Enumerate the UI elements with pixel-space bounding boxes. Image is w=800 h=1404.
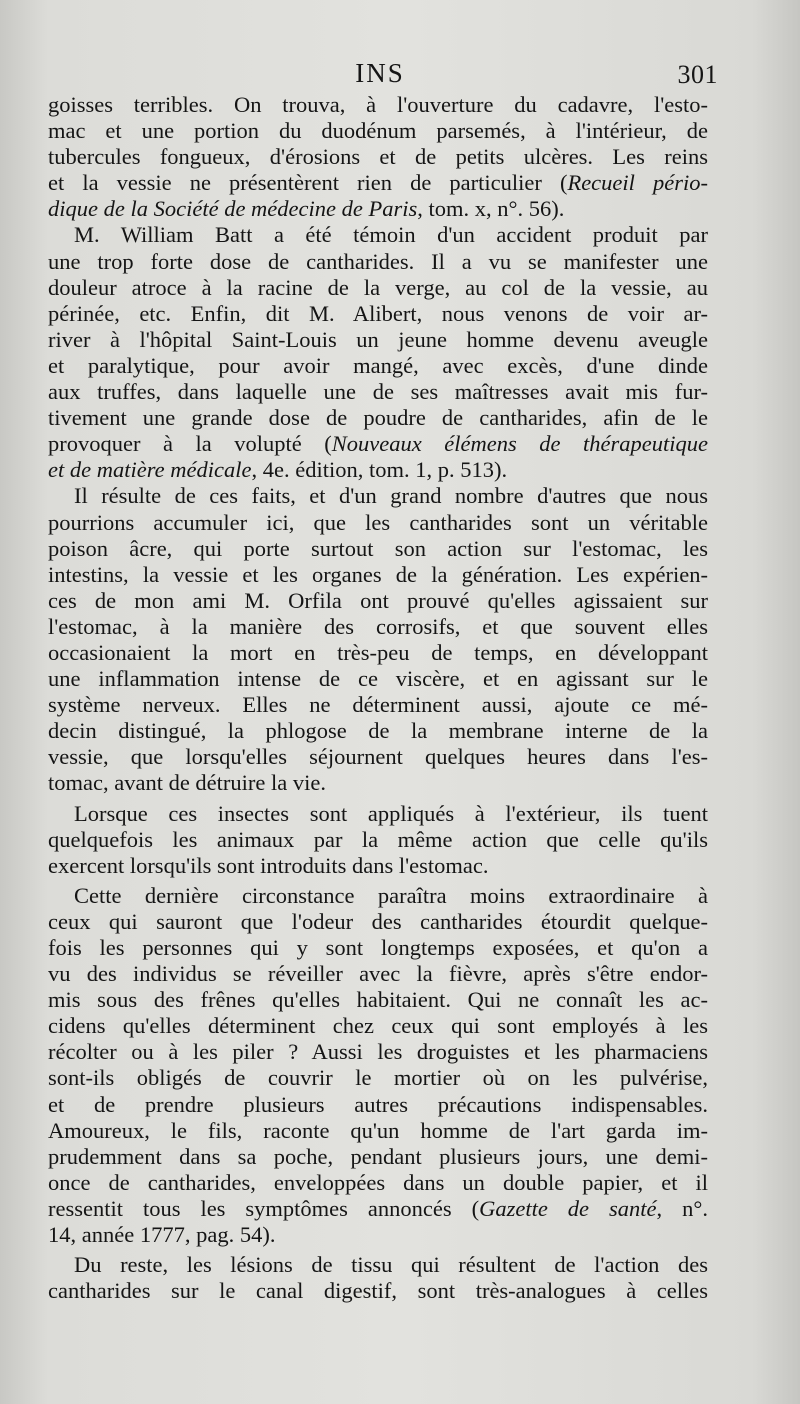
text-line: goisses terribles. On trouva, à l'ouverture du cadavre, l'esto-	[48, 92, 708, 117]
page-number: 301	[677, 60, 718, 89]
text-line: quelquefois les animaux par la même action que celle qu'ils	[48, 826, 708, 852]
citation-text: Gazette de santé	[479, 1195, 657, 1221]
text-line: occasionaient la mort en très-peu de temps, en développant	[48, 639, 708, 665]
text-line: decin distingué, la phlogose de la membrane interne de la	[48, 718, 708, 744]
text-line: mis sous des frênes qu'elles habitaient. Qui ne connaît les ac-	[48, 987, 708, 1013]
text-line: pourrions accumuler ici, que les cantharides sont un véritable	[48, 509, 708, 535]
text-line: M. William Batt a été témoin d'un accident produit par	[74, 222, 708, 248]
text-line: prudemment dans sa poche, pendant plusieurs jours, une demi-	[48, 1143, 708, 1169]
text-line: exercent lorsqu'ils sont introduits dans l'estomac.	[48, 852, 489, 878]
text-line: river à l'hôpital Saint-Louis un jeune homme devenu aveugle	[48, 326, 708, 352]
citation-text: dique de la Société de médecine de Paris	[48, 196, 418, 222]
text-line: mac et une portion du duodénum parsemés, à l'intérieur, de	[48, 118, 708, 144]
text-line: poison âcre, qui porte surtout son action sur l'estomac, les	[48, 535, 708, 561]
text-line: l'estomac, à la manière des corrosifs, et que souvent elles	[48, 613, 708, 639]
text-line: once de cantharides, enveloppées dans un double papier, et il	[48, 1169, 708, 1195]
citation-text: et de matière médicale	[48, 457, 252, 483]
text-line: et paralytique, pour avoir mangé, avec excès, d'une dinde	[48, 352, 708, 378]
text-line: ressentit tous les symptômes annoncés (Gazette de santé, n°.	[48, 1195, 708, 1221]
text-line: douleur atroce à la racine de la verge, au col de la vessie, au	[48, 274, 708, 300]
text-line: une inflammation intense de ce viscère, et en agissant sur le	[48, 666, 708, 692]
text-line: cidens qu'elles déterminent chez ceux qui sont employés à les	[48, 1013, 708, 1039]
text-line: provoquer à la volupté (Nouveaux élémens de thérapeutique	[48, 431, 708, 457]
text-line: système nerveux. Elles ne déterminent aussi, ajoute ce mé-	[48, 692, 708, 718]
text-line: cantharides sur le canal digestif, sont très-analogues à celles	[48, 1278, 708, 1304]
text-line: fois les personnes qui y sont longtemps exposées, et qu'on a	[48, 935, 708, 960]
body-text	[48, 92, 708, 1304]
text-line: ces de mon ami M. Orfila ont prouvé qu'elles agissaient sur	[48, 587, 708, 613]
text-line: aux truffes, dans laquelle une de ses maîtresses avait mis fur-	[48, 379, 708, 405]
text-line: Du reste, les lésions de tissu qui résultent de l'action des	[74, 1252, 708, 1278]
text-line: tomac, avant de détruire la vie.	[48, 770, 326, 796]
text-line: Cette dernière circonstance paraîtra moins extraordinaire à	[74, 882, 708, 908]
text-line: tivement une grande dose de poudre de cantharides, afin de le	[48, 405, 708, 431]
page-header	[0, 58, 800, 92]
text-line: vu des individus se réveiller avec la fièvre, après s'être endor-	[48, 961, 708, 987]
citation-text: Nouveaux élémens de thérapeutique	[331, 431, 708, 457]
text-line: et de matière médicale, 4e. édition, tom. 1, p. 513).	[48, 457, 508, 483]
text-line: une trop forte dose de cantharides. Il a vu se manifester une	[48, 248, 708, 274]
text-line: ceux qui sauront que l'odeur des cantharides étourdit quelque-	[48, 908, 708, 934]
citation-text: Recueil pério-	[567, 170, 708, 196]
text-line: sont-ils obligés de couvrir le mortier où on les pulvérise,	[48, 1065, 708, 1091]
text-line: dique de la Société de médecine de Paris, tom. x, n°. 56).	[48, 196, 565, 222]
text-line: Lorsque ces insectes sont appliqués à l'extérieur, ils tuent	[74, 800, 708, 826]
text-line: périnée, etc. Enfin, dit M. Alibert, nous venons de voir ar-	[48, 300, 708, 326]
text-line: 14, année 1777, pag. 54).	[48, 1222, 276, 1248]
text-line: vessie, que lorsqu'elles séjournent quelques heures dans l'es-	[48, 744, 708, 770]
text-line: intestins, la vessie et les organes de la génération. Les expérien-	[48, 561, 708, 587]
text-line: et de prendre plusieurs autres précautions indispensables.	[48, 1091, 708, 1117]
running-head: INS	[355, 58, 405, 88]
text-line: récolter ou à les piler ? Aussi les droguistes et les pharmaciens	[48, 1039, 708, 1065]
text-line: tubercules fongueux, d'érosions et de petits ulcères. Les reins	[48, 144, 708, 170]
text-line: Amoureux, le fils, raconte qu'un homme de l'art garda im-	[48, 1117, 708, 1143]
text-line: Il résulte de ces faits, et d'un grand nombre d'autres que nous	[74, 483, 708, 509]
text-line: et la vessie ne présentèrent rien de particulier (Recueil pério-	[48, 170, 708, 196]
